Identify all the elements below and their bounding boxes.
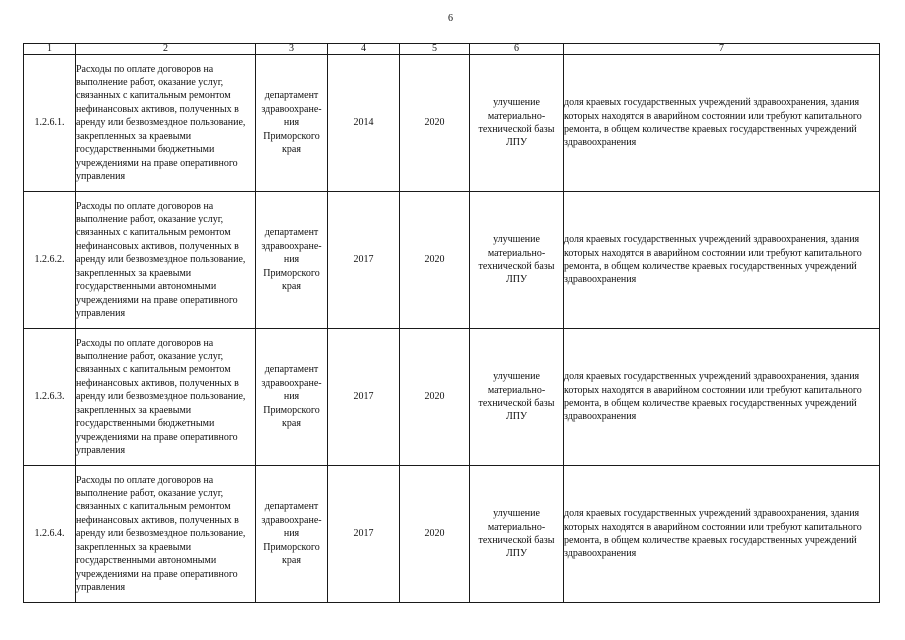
indicator-line: ремонта, в общем количестве краевых государственных учреждений [564,261,857,272]
executor-line: департамент [264,90,319,102]
executor-line: края [282,144,301,156]
executor-line: здравоохране- [261,377,322,389]
table-row [24,329,880,466]
result-line: ЛПУ [505,411,528,423]
indicator-line: здравоохранения [564,548,637,560]
start-year: 2017 [328,329,400,466]
indicator-line: доля краевых государственных учреждений здравоохранения, здания [564,371,860,383]
target-indicator [564,55,880,192]
activity-name-line: Расходы по оплате договоров на [76,337,214,349]
indicator-line: ремонта, в общем количестве краевых государственных учреждений [564,398,857,409]
activity-name-line: закрепленных за краевыми [76,541,192,553]
activity-number: 1.2.6.4. [24,466,76,603]
activity-number: 1.2.6.3. [24,329,76,466]
indicator-line: доля краевых государственных учреждений здравоохранения, здания [564,234,860,246]
page-number: 6 [448,13,453,24]
activity-name [76,55,256,192]
activity-name-line: Расходы по оплате договоров на [76,200,214,212]
activity-number: 1.2.6.2. [24,192,76,329]
executor-line: края [282,281,301,293]
activity-name [76,192,256,329]
indicator-line: которых находятся в аварийном состоянии или требуют капитального [564,110,862,122]
header-row [24,44,880,55]
activity-name-line: управления [76,581,126,593]
indicator-line: здравоохранения [564,137,637,149]
executor-line: ния [283,254,300,266]
end-year: 2020 [400,329,470,466]
executor-line: департамент [264,227,319,239]
column-header: 1 [24,44,76,55]
result-line: ЛПУ [505,274,528,286]
expected-result [470,466,564,603]
executor-line: Приморского [263,130,320,142]
start-year: 2017 [328,466,400,603]
result-line: ЛПУ [505,548,528,560]
end-year: 2020 [400,55,470,192]
activity-name-line: закрепленных за краевыми [76,404,192,416]
activity-name-line: аренду или безвозмездное пользование, [76,254,246,266]
end-year: 2020 [400,466,470,603]
table-row [24,466,880,603]
column-header: 5 [400,44,470,55]
activity-name-line: нефинансовых активов, полученных в [76,103,239,115]
activity-name-line: связанных с капитальным ремонтом [76,501,231,513]
result-line: технической базы [478,261,555,272]
indicator-line: ремонта, в общем количестве краевых государственных учреждений [564,124,857,135]
executor-line: Приморского [263,267,320,279]
activity-name-line: закрепленных за краевыми [76,267,192,279]
start-year: 2014 [328,55,400,192]
result-line: материально- [487,521,546,533]
activity-name-line: выполнение работ, оказание услуг, [76,77,224,89]
result-line: материально- [487,247,546,259]
indicator-line: доля краевых государственных учреждений здравоохранения, здания [564,97,860,109]
table-row [24,192,880,329]
activity-number: 1.2.6.1. [24,55,76,192]
activity-name-line: государственными автономными [76,281,217,293]
activity-name-line: учреждениями на праве оперативного [76,568,238,580]
activity-name-line: аренду или безвозмездное пользование, [76,391,246,403]
activity-name-line: управления [76,170,126,182]
activity-name-line: Расходы по оплате договоров на [76,474,214,486]
activity-name-line: связанных с капитальным ремонтом [76,227,231,239]
activity-name-line: аренду или безвозмездное пользование, [76,117,246,129]
activity-name [76,329,256,466]
target-indicator [564,192,880,329]
result-line: улучшение [493,371,540,383]
indicator-line: которых находятся в аварийном состоянии или требуют капитального [564,384,862,396]
result-line: материально- [487,110,546,122]
executor-line: ния [283,117,300,129]
target-indicator [564,466,880,603]
activity-name-line: закрепленных за краевыми [76,130,192,142]
indicator-line: здравоохранения [564,274,637,286]
activity-name-line: выполнение работ, оказание услуг, [76,488,224,500]
executor [256,466,328,603]
executor-line: Приморского [263,541,320,553]
indicator-line: здравоохранения [564,411,637,423]
column-header: 4 [328,44,400,55]
column-header: 3 [256,44,328,55]
end-year: 2020 [400,192,470,329]
expected-result [470,55,564,192]
activity-name-line: Расходы по оплате договоров на [76,63,214,75]
activity-name-line: выполнение работ, оказание услуг, [76,214,224,226]
executor-line: здравоохране- [261,240,322,252]
column-header: 6 [470,44,564,55]
executor-line: ния [283,528,300,540]
expected-result [470,329,564,466]
executor-line: здравоохране- [261,103,322,115]
column-header: 2 [76,44,256,55]
target-indicator [564,329,880,466]
indicator-line: доля краевых государственных учреждений здравоохранения, здания [564,508,860,520]
activity-name-line: нефинансовых активов, полученных в [76,514,239,526]
executor-line: ния [283,391,300,403]
indicator-line: которых находятся в аварийном состоянии или требуют капитального [564,247,862,259]
activity-name-line: учреждениями на праве оперативного [76,157,238,169]
result-line: технической базы [478,124,555,135]
activity-name-line: связанных с капитальным ремонтом [76,90,231,102]
column-header: 7 [564,44,880,55]
activity-name [76,466,256,603]
executor-line: края [282,418,301,430]
executor-line: департамент [264,501,319,513]
activity-name-line: управления [76,444,126,456]
result-line: технической базы [478,398,555,409]
start-year: 2017 [328,192,400,329]
result-line: ЛПУ [505,137,528,149]
activity-name-line: аренду или безвозмездное пользование, [76,528,246,540]
activity-name-line: выполнение работ, оказание услуг, [76,351,224,363]
activity-name-line: нефинансовых активов, полученных в [76,377,239,389]
activity-name-line: управления [76,307,126,319]
executor-line: здравоохране- [261,514,322,526]
program-activities-table [23,43,880,603]
result-line: улучшение [493,508,540,520]
result-line: улучшение [493,97,540,109]
result-line: улучшение [493,234,540,246]
result-line: технической базы [478,535,555,546]
executor [256,329,328,466]
executor [256,192,328,329]
expected-result [470,192,564,329]
executor-line: Приморского [263,404,320,416]
executor [256,55,328,192]
indicator-line: ремонта, в общем количестве краевых государственных учреждений [564,535,857,546]
activity-name-line: учреждениями на праве оперативного [76,431,238,443]
table-row [24,55,880,192]
activity-name-line: государственными бюджетными [76,144,215,156]
activity-name-line: учреждениями на праве оперативного [76,294,238,306]
indicator-line: которых находятся в аварийном состоянии или требуют капитального [564,521,862,533]
activity-name-line: нефинансовых активов, полученных в [76,240,239,252]
result-line: материально- [487,384,546,396]
activity-name-line: государственными автономными [76,555,217,567]
executor-line: края [282,555,301,567]
activity-name-line: связанных с капитальным ремонтом [76,364,231,376]
activity-name-line: государственными бюджетными [76,418,215,430]
executor-line: департамент [264,364,319,376]
